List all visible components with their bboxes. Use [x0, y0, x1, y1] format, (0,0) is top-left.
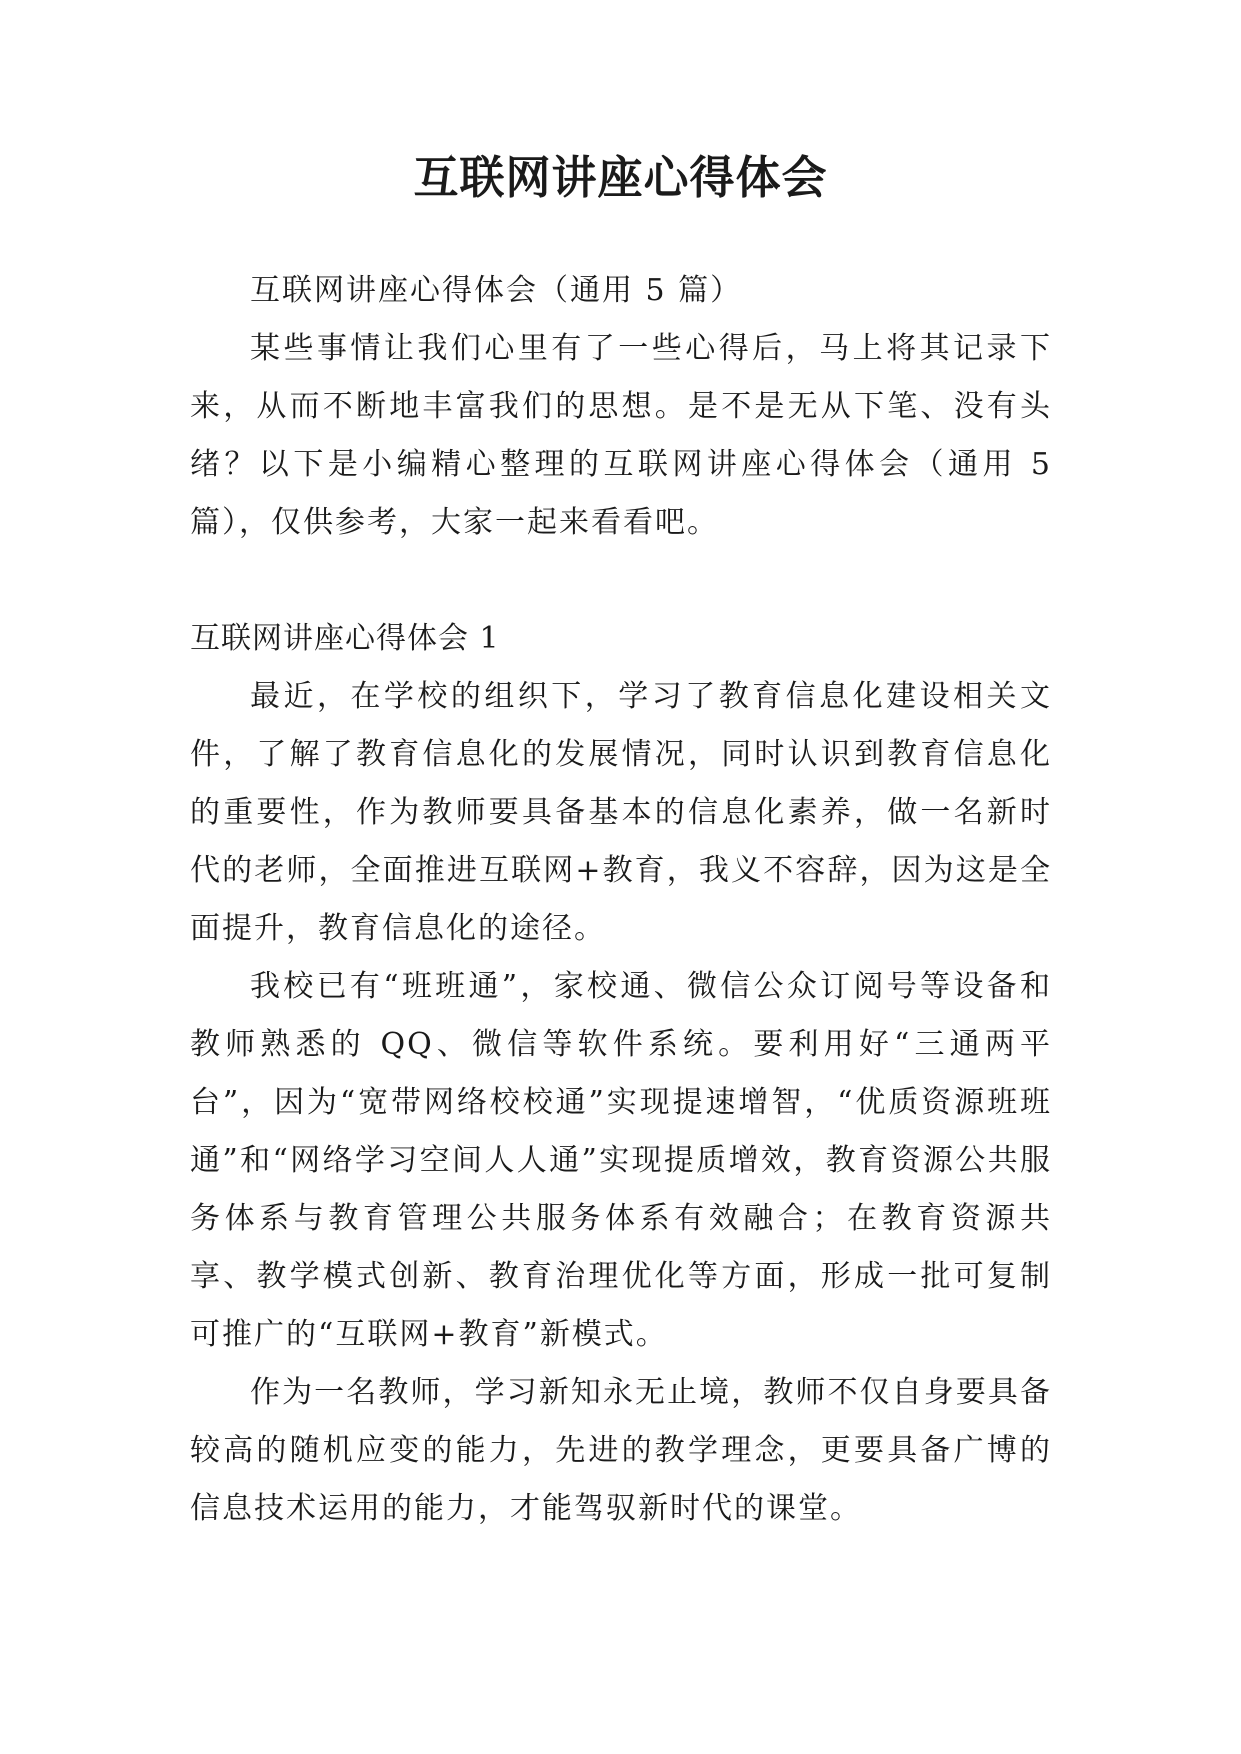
- document-body: [190, 262, 1052, 1538]
- document-title: 互联网讲座心得体会: [413, 151, 828, 204]
- section-heading: 互联网讲座心得体会 1: [190, 621, 500, 656]
- section-paragraph: 最近，在学校的组织下，学习了教育信息化建设相关文件，了解了教育信息化的发展情况，同时认识到教育信息化的重要性，作为教师要具备基本的信息化素养，做一名新时代的老师，全面推进互联网+教育，我义不容辞，因为这是全面提升，教育信息化的途径。: [190, 679, 1052, 946]
- section-paragraph: 我校已有“班班通”，家校通、微信公众订阅号等设备和教师熟悉的 QQ、微信等软件系统。要利用好“三通两平台”，因为“宽带网络校校通”实现提速增智，“优质资源班班通”和“网络学习空间人人通”实现提质增效，教育资源公共服务体系与教育管理公共服务体系有效融合；在教育资源共享、教学模式创新、教育治理优化等方面，形成一批可复制可推广的“互联网+教育”新模式。: [190, 969, 1052, 1352]
- document-subtitle: 互联网讲座心得体会（通用 5 篇）: [250, 273, 743, 308]
- intro-paragraph: 某些事情让我们心里有了一些心得后，马上将其记录下来，从而不断地丰富我们的思想。是不是无从下笔、没有头绪？以下是小编精心整理的互联网讲座心得体会（通用 5 篇），仅供参考，大家一起来看看吧。: [190, 331, 1052, 540]
- section-paragraph: 作为一名教师，学习新知永无止境，教师不仅自身要具备较高的随机应变的能力，先进的教学理念，更要具备广博的信息技术运用的能力，才能驾驭新时代的课堂。: [190, 1375, 1052, 1526]
